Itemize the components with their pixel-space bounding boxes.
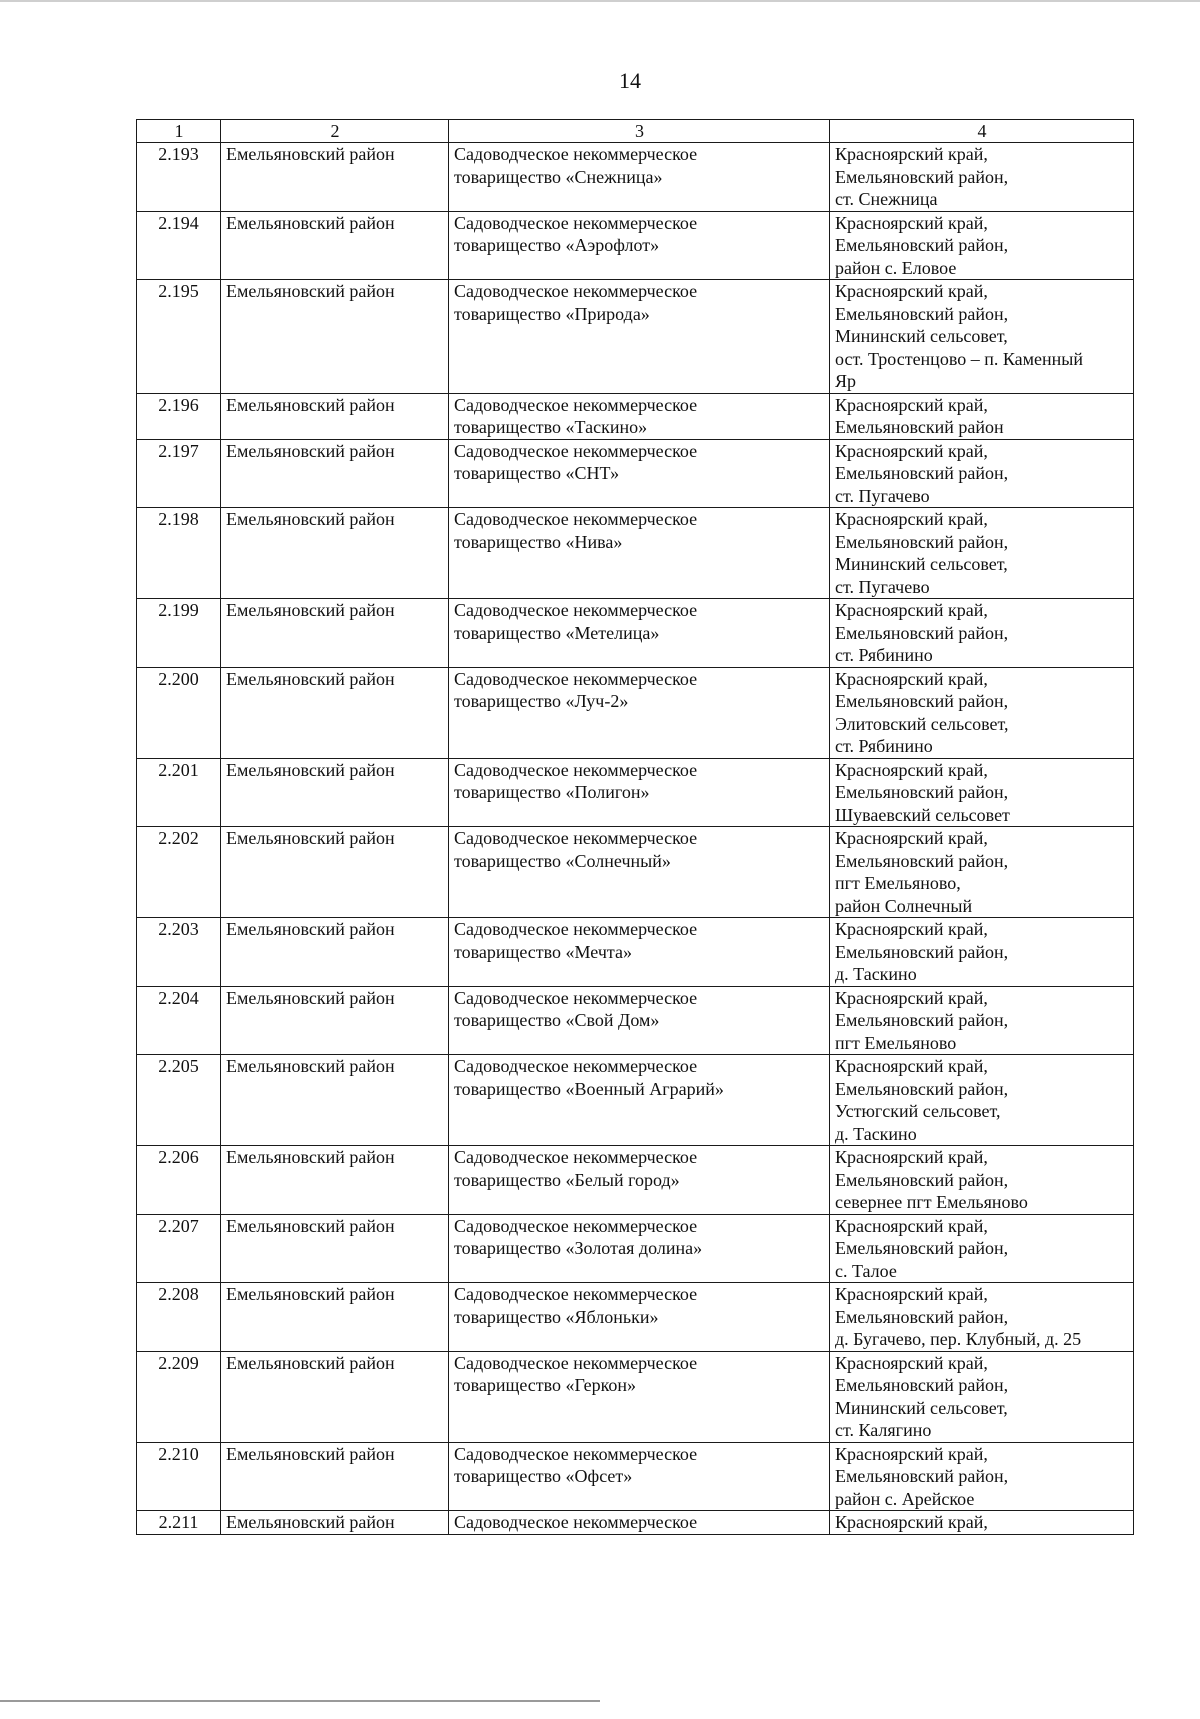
row-number-cell: 2.201	[137, 758, 221, 827]
organization-name-cell: Садоводческое некоммерческое товарищество «Мечта»	[449, 918, 830, 987]
address-cell: Красноярский край, Емельяновский район, ст. Рябинино	[830, 599, 1134, 668]
district-cell: Емельяновский район	[221, 508, 449, 599]
organization-name-cell: Садоводческое некоммерческое товарищество «Снежница»	[449, 143, 830, 212]
district-cell: Емельяновский район	[221, 918, 449, 987]
organization-name-cell: Садоводческое некоммерческое товарищество «Яблоньки»	[449, 1283, 830, 1352]
row-number-cell: 2.208	[137, 1283, 221, 1352]
scan-edge-top	[0, 0, 1200, 2]
table-row	[137, 827, 1134, 918]
scan-edge-bottom	[0, 1700, 600, 1702]
address-cell: Красноярский край, Емельяновский район	[830, 393, 1134, 439]
row-number-cell: 2.205	[137, 1055, 221, 1146]
row-number-cell: 2.203	[137, 918, 221, 987]
column-header-4: 4	[830, 120, 1134, 143]
address-cell: Красноярский край, Емельяновский район, ст. Пугачево	[830, 439, 1134, 508]
row-number-cell: 2.210	[137, 1442, 221, 1511]
row-number-cell: 2.199	[137, 599, 221, 668]
organization-name-cell: Садоводческое некоммерческое товарищество «Природа»	[449, 280, 830, 394]
registry-table	[136, 119, 1134, 1535]
row-number-cell: 2.202	[137, 827, 221, 918]
column-header-3: 3	[449, 120, 830, 143]
organization-name-cell: Садоводческое некоммерческое товарищество «Луч-2»	[449, 667, 830, 758]
address-cell: Красноярский край,	[830, 1511, 1134, 1535]
table-row	[137, 599, 1134, 668]
district-cell: Емельяновский район	[221, 1214, 449, 1283]
district-cell: Емельяновский район	[221, 758, 449, 827]
address-cell: Красноярский край, Емельяновский район, пгт Емельяново, район Солнечный	[830, 827, 1134, 918]
organization-name-cell: Садоводческое некоммерческое товарищество «Военный Аграрий»	[449, 1055, 830, 1146]
table-header-row	[137, 120, 1134, 143]
district-cell: Емельяновский район	[221, 1351, 449, 1442]
district-cell: Емельяновский район	[221, 280, 449, 394]
district-cell: Емельяновский район	[221, 439, 449, 508]
organization-name-cell: Садоводческое некоммерческое товарищество «Нива»	[449, 508, 830, 599]
organization-name-cell: Садоводческое некоммерческое товарищество «Метелица»	[449, 599, 830, 668]
organization-name-cell: Садоводческое некоммерческое товарищество «Офсет»	[449, 1442, 830, 1511]
row-number-cell: 2.198	[137, 508, 221, 599]
address-cell: Красноярский край, Емельяновский район, д. Бугачево, пер. Клубный, д. 25	[830, 1283, 1134, 1352]
organization-name-cell: Садоводческое некоммерческое товарищество «Солнечный»	[449, 827, 830, 918]
address-cell: Красноярский край, Емельяновский район, Мининский сельсовет, ст. Пугачево	[830, 508, 1134, 599]
district-cell: Емельяновский район	[221, 1283, 449, 1352]
district-cell: Емельяновский район	[221, 667, 449, 758]
table-row	[137, 918, 1134, 987]
address-cell: Красноярский край, Емельяновский район, Мининский сельсовет, ст. Калягино	[830, 1351, 1134, 1442]
table-row	[137, 1146, 1134, 1215]
table-row	[137, 758, 1134, 827]
table-row	[137, 393, 1134, 439]
row-number-cell: 2.195	[137, 280, 221, 394]
organization-name-cell: Садоводческое некоммерческое товарищество «Белый город»	[449, 1146, 830, 1215]
row-number-cell: 2.207	[137, 1214, 221, 1283]
organization-name-cell: Садоводческое некоммерческое товарищество «Свой Дом»	[449, 986, 830, 1055]
row-number-cell: 2.209	[137, 1351, 221, 1442]
address-cell: Красноярский край, Емельяновский район, Мининский сельсовет, ост. Тростенцово – п. Каменный Яр	[830, 280, 1134, 394]
organization-name-cell: Садоводческое некоммерческое товарищество «Аэрофлот»	[449, 211, 830, 280]
table-row	[137, 1055, 1134, 1146]
table-row	[137, 667, 1134, 758]
organization-name-cell: Садоводческое некоммерческое товарищество «Полигон»	[449, 758, 830, 827]
district-cell: Емельяновский район	[221, 143, 449, 212]
address-cell: Красноярский край, Емельяновский район, с. Талое	[830, 1214, 1134, 1283]
row-number-cell: 2.204	[137, 986, 221, 1055]
address-cell: Красноярский край, Емельяновский район, пгт Емельяново	[830, 986, 1134, 1055]
row-number-cell: 2.193	[137, 143, 221, 212]
row-number-cell: 2.197	[137, 439, 221, 508]
district-cell: Емельяновский район	[221, 211, 449, 280]
table-row	[137, 1283, 1134, 1352]
row-number-cell: 2.211	[137, 1511, 221, 1535]
address-cell: Красноярский край, Емельяновский район, Устюгский сельсовет, д. Таскино	[830, 1055, 1134, 1146]
table-body	[137, 143, 1134, 1535]
address-cell: Красноярский край, Емельяновский район, Шуваевский сельсовет	[830, 758, 1134, 827]
column-header-1: 1	[137, 120, 221, 143]
district-cell: Емельяновский район	[221, 1146, 449, 1215]
district-cell: Емельяновский район	[221, 1442, 449, 1511]
district-cell: Емельяновский район	[221, 1055, 449, 1146]
organization-name-cell: Садоводческое некоммерческое	[449, 1511, 830, 1535]
organization-name-cell: Садоводческое некоммерческое товарищество «СНТ»	[449, 439, 830, 508]
address-cell: Красноярский край, Емельяновский район, ст. Снежница	[830, 143, 1134, 212]
organization-name-cell: Садоводческое некоммерческое товарищество «Геркон»	[449, 1351, 830, 1442]
table-row	[137, 508, 1134, 599]
table-row	[137, 143, 1134, 212]
address-cell: Красноярский край, Емельяновский район, район с. Еловое	[830, 211, 1134, 280]
organization-name-cell: Садоводческое некоммерческое товарищество «Золотая долина»	[449, 1214, 830, 1283]
table-row	[137, 211, 1134, 280]
district-cell: Емельяновский район	[221, 986, 449, 1055]
row-number-cell: 2.196	[137, 393, 221, 439]
address-cell: Красноярский край, Емельяновский район, район с. Арейское	[830, 1442, 1134, 1511]
column-header-2: 2	[221, 120, 449, 143]
district-cell: Емельяновский район	[221, 1511, 449, 1535]
row-number-cell: 2.194	[137, 211, 221, 280]
row-number-cell: 2.200	[137, 667, 221, 758]
table-row	[137, 1351, 1134, 1442]
row-number-cell: 2.206	[137, 1146, 221, 1215]
district-cell: Емельяновский район	[221, 393, 449, 439]
table-row	[137, 1511, 1134, 1535]
table-row	[137, 439, 1134, 508]
address-cell: Красноярский край, Емельяновский район, Элитовский сельсовет, ст. Рябинино	[830, 667, 1134, 758]
table-row	[137, 1214, 1134, 1283]
address-cell: Красноярский край, Емельяновский район, д. Таскино	[830, 918, 1134, 987]
page-number: 14	[619, 68, 641, 93]
organization-name-cell: Садоводческое некоммерческое товарищество «Таскино»	[449, 393, 830, 439]
district-cell: Емельяновский район	[221, 827, 449, 918]
table-row	[137, 280, 1134, 394]
table-row	[137, 986, 1134, 1055]
district-cell: Емельяновский район	[221, 599, 449, 668]
table-row	[137, 1442, 1134, 1511]
address-cell: Красноярский край, Емельяновский район, севернее пгт Емельяново	[830, 1146, 1134, 1215]
